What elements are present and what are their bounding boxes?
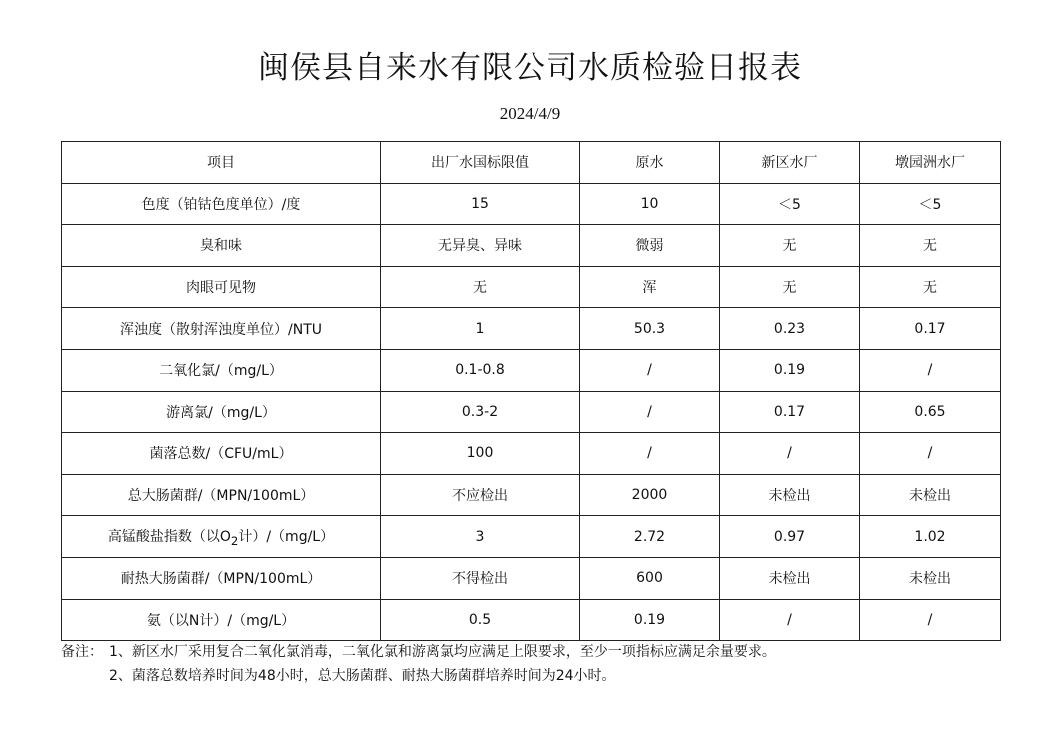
row-limit: 0.3-2 — [381, 391, 580, 433]
row-dunyuanzhou: 未检出 — [860, 557, 1001, 599]
row-item: 浑浊度（散射浑浊度单位）/NTU — [62, 308, 381, 350]
row-raw: 2.72 — [580, 516, 720, 558]
row-raw: 600 — [580, 557, 720, 599]
row-item: 菌落总数/（CFU/mL） — [62, 433, 381, 475]
row-raw: / — [580, 433, 720, 475]
water-quality-table — [61, 141, 1001, 641]
row-limit: 0.5 — [381, 599, 580, 641]
row-dunyuanzhou: / — [860, 349, 1001, 391]
row-dunyuanzhou: 无 — [860, 225, 1001, 267]
row-limit: 不得检出 — [381, 557, 580, 599]
row-dunyuanzhou: 0.17 — [860, 308, 1001, 350]
row-xinqu: / — [720, 599, 860, 641]
row-dunyuanzhou: / — [860, 599, 1001, 641]
table-row — [62, 308, 1001, 350]
row-limit: 0.1-0.8 — [381, 349, 580, 391]
table-header-row — [62, 142, 1001, 184]
row-item: 肉眼可见物 — [62, 266, 381, 308]
header-dunyuanzhou-plant: 墩园洲水厂 — [860, 142, 1001, 184]
row-xinqu: 无 — [720, 266, 860, 308]
page-title: 闽侯县自来水有限公司水质检验日报表 — [258, 50, 802, 86]
row-dunyuanzhou: 无 — [860, 266, 1001, 308]
note-line-2 — [61, 666, 1041, 686]
row-item-subscript: 2 — [230, 533, 239, 548]
table-row — [62, 516, 1001, 558]
report-date: 2024/4/9 — [499, 104, 561, 123]
row-item — [62, 516, 381, 558]
row-dunyuanzhou: / — [860, 433, 1001, 475]
row-limit: 15 — [381, 183, 580, 225]
row-raw: 0.19 — [580, 599, 720, 641]
table-row — [62, 474, 1001, 516]
note-text-1: 1、新区水厂采用复合二氧化氯消毒，二氧化氯和游离氯均应满足上限要求，至少一项指标应满足余量要求。 — [109, 644, 776, 660]
row-xinqu: 0.97 — [720, 516, 860, 558]
row-raw: 10 — [580, 183, 720, 225]
row-limit: 无 — [381, 266, 580, 308]
header-limit: 出厂水国标限值 — [381, 142, 580, 184]
row-raw: 微弱 — [580, 225, 720, 267]
note-line-1 — [61, 642, 1041, 662]
row-limit: 无异臭、异味 — [381, 225, 580, 267]
row-item: 色度（铂钴色度单位）/度 — [62, 183, 381, 225]
row-xinqu: 无 — [720, 225, 860, 267]
table-row — [62, 266, 1001, 308]
row-xinqu: / — [720, 433, 860, 475]
row-dunyuanzhou: 1.02 — [860, 516, 1001, 558]
row-raw: / — [580, 391, 720, 433]
row-xinqu: 未检出 — [720, 557, 860, 599]
header-xinqu-plant: 新区水厂 — [720, 142, 860, 184]
row-item: 游离氯/（mg/L） — [62, 391, 381, 433]
row-limit: 1 — [381, 308, 580, 350]
table-row — [62, 391, 1001, 433]
row-limit: 3 — [381, 516, 580, 558]
row-xinqu: 0.23 — [720, 308, 860, 350]
table-row — [62, 349, 1001, 391]
row-limit: 不应检出 — [381, 474, 580, 516]
row-limit: 100 — [381, 433, 580, 475]
row-dunyuanzhou: 0.65 — [860, 391, 1001, 433]
row-item: 臭和味 — [62, 225, 381, 267]
row-item: 总大肠菌群/（MPN/100mL） — [62, 474, 381, 516]
row-raw: 50.3 — [580, 308, 720, 350]
note-label: 备注： — [61, 644, 103, 660]
table-row — [62, 183, 1001, 225]
row-dunyuanzhou: 未检出 — [860, 474, 1001, 516]
row-item: 二氧化氯/（mg/L） — [62, 349, 381, 391]
row-item: 耐热大肠菌群/（MPN/100mL） — [62, 557, 381, 599]
header-item: 项目 — [62, 142, 381, 184]
row-xinqu: 0.17 — [720, 391, 860, 433]
table-row — [62, 433, 1001, 475]
row-item-prefix: 高锰酸盐指数（以O — [107, 528, 231, 545]
table-row — [62, 557, 1001, 599]
row-raw: / — [580, 349, 720, 391]
row-xinqu: 未检出 — [720, 474, 860, 516]
row-raw: 浑 — [580, 266, 720, 308]
row-xinqu: ＜5 — [720, 183, 860, 225]
header-raw-water: 原水 — [580, 142, 720, 184]
row-dunyuanzhou: ＜5 — [860, 183, 1001, 225]
table-row — [62, 225, 1001, 267]
note-text-2: 2、菌落总数培养时间为48小时，总大肠菌群、耐热大肠菌群培养时间为24小时。 — [109, 668, 616, 684]
row-item-suffix: 计）/（mg/L） — [238, 528, 335, 545]
row-item: 氨（以N计）/（mg/L） — [62, 599, 381, 641]
table-row — [62, 599, 1001, 641]
row-raw: 2000 — [580, 474, 720, 516]
row-xinqu: 0.19 — [720, 349, 860, 391]
